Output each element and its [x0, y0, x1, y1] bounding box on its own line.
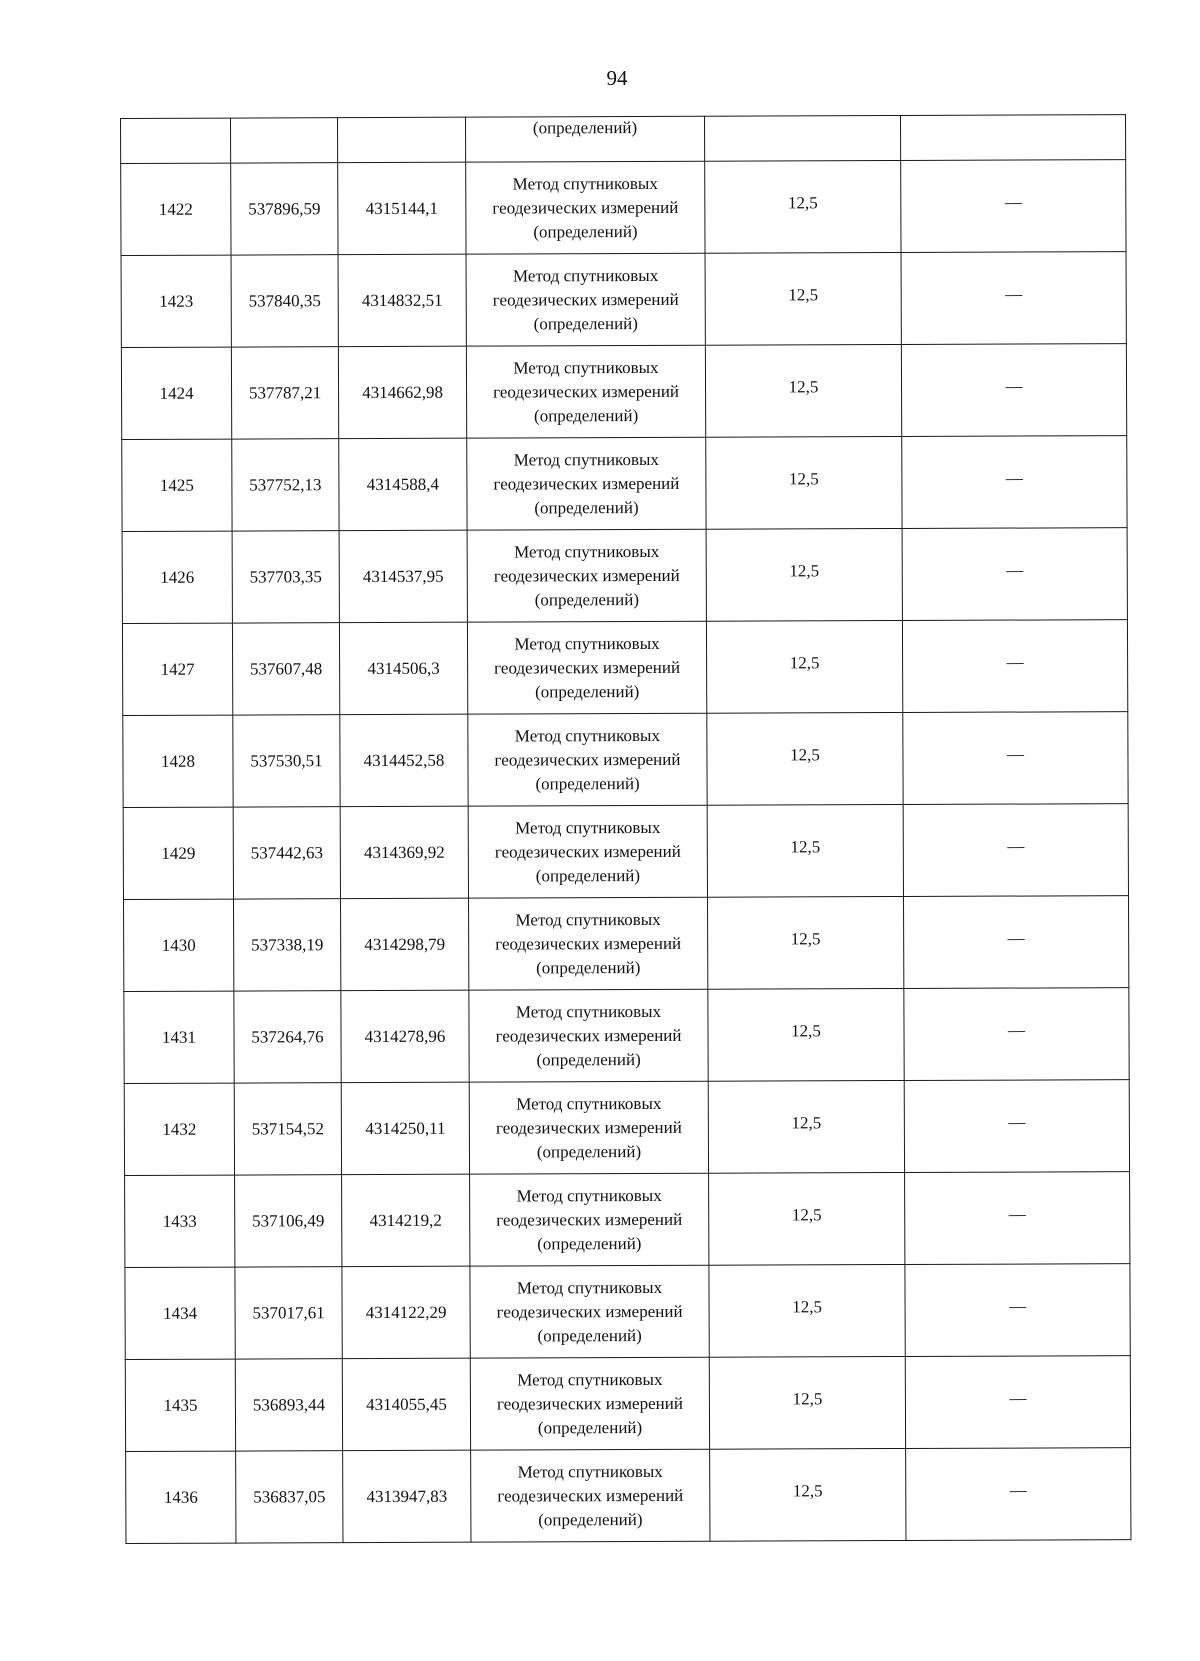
- method-line: Метод спутниковых: [514, 633, 660, 653]
- error-cell-text: 12,5: [790, 928, 821, 948]
- error-cell-text: 12,5: [789, 560, 820, 580]
- empty-cell: [231, 118, 338, 163]
- method-line: Метод спутниковых: [517, 1369, 663, 1389]
- point-number-cell: [126, 1451, 236, 1543]
- note-cell: [905, 1356, 1130, 1449]
- method-line: (определений): [537, 1233, 642, 1253]
- y-coordinate-cell-text: 4314369,92: [363, 842, 445, 862]
- point-number-cell: [125, 1175, 235, 1267]
- method-line: геодезических измерений: [496, 1209, 683, 1230]
- method-line: геодезических измерений: [492, 197, 679, 218]
- note-cell-text: —: [1008, 1204, 1026, 1224]
- error-cell: [705, 345, 901, 438]
- method-line: (определений): [533, 313, 638, 333]
- point-number-cell: [121, 347, 231, 439]
- note-cell: [901, 252, 1126, 345]
- note-cell-text: —: [1005, 284, 1023, 304]
- y-coordinate-cell: [339, 438, 467, 530]
- point-number-cell: [122, 439, 232, 531]
- y-coordinate-cell-text: 4315144,1: [365, 198, 439, 218]
- point-number-cell-text: 1425: [159, 475, 194, 495]
- page-number: 94: [606, 66, 628, 90]
- point-number-cell: [125, 1267, 235, 1359]
- error-cell: [705, 161, 901, 254]
- y-coordinate-cell-text: 4314278,96: [364, 1026, 446, 1046]
- table-row: [126, 1448, 1131, 1544]
- error-cell: [707, 804, 903, 897]
- error-cell: [709, 1356, 905, 1449]
- note-cell: [901, 344, 1126, 437]
- method-line: геодезических измерений: [493, 565, 680, 586]
- x-coordinate-cell-text: 537896,59: [248, 198, 321, 219]
- note-cell: [902, 528, 1127, 621]
- y-coordinate-cell: [342, 1266, 470, 1358]
- method-line: геодезических измерений: [495, 1025, 682, 1046]
- error-cell-text: 12,5: [792, 1480, 823, 1500]
- x-coordinate-cell-text: 537703,35: [249, 566, 322, 587]
- error-cell: [705, 253, 901, 346]
- table-row: [125, 1264, 1130, 1360]
- x-coordinate-cell: [233, 899, 340, 991]
- note-cell: [903, 712, 1128, 805]
- y-coordinate-cell: [341, 1082, 469, 1174]
- x-coordinate-cell-text: 537787,21: [248, 382, 322, 403]
- method-cell: [470, 1357, 709, 1450]
- error-cell: [706, 529, 902, 622]
- note-cell-text: —: [1009, 1296, 1027, 1316]
- error-cell-text: 12,5: [792, 1296, 822, 1316]
- method-line: геодезических измерений: [496, 1301, 683, 1322]
- method-cell: [468, 805, 707, 898]
- note-cell: [903, 804, 1128, 897]
- error-cell-text: 12,5: [790, 744, 820, 764]
- method-line: Метод спутниковых: [516, 1277, 663, 1297]
- error-cell-text: 12,5: [789, 652, 820, 672]
- method-line: Метод спутниковых: [514, 541, 660, 561]
- continuation-method-cell: (определений): [465, 116, 704, 162]
- y-coordinate-cell: [341, 990, 469, 1082]
- y-coordinate-cell-text: 4313947,83: [366, 1486, 448, 1506]
- method-line: (определений): [534, 497, 639, 517]
- point-number-cell-text: 1428: [160, 751, 196, 771]
- method-line: Метод спутниковых: [512, 173, 658, 193]
- error-cell-text: 12,5: [791, 1112, 822, 1132]
- x-coordinate-cell: [232, 439, 339, 531]
- method-cell: [468, 713, 707, 806]
- note-cell-text: —: [1006, 652, 1024, 672]
- table-row: [121, 160, 1126, 256]
- y-coordinate-cell-text: 4314122,29: [365, 1302, 447, 1322]
- point-number-cell: [124, 899, 234, 991]
- empty-cell: [338, 117, 466, 162]
- error-cell: [708, 988, 904, 1081]
- method-cell: [466, 253, 705, 346]
- point-number-cell: [124, 991, 234, 1083]
- x-coordinate-cell-text: 537752,13: [249, 474, 322, 495]
- x-coordinate-cell-text: 537154,52: [251, 1118, 325, 1139]
- method-line: (определений): [533, 221, 638, 241]
- note-cell-text: —: [1007, 836, 1025, 856]
- table-row: [121, 252, 1126, 348]
- point-number-cell-text: 1429: [161, 843, 196, 863]
- point-number-cell: [124, 1083, 234, 1175]
- y-coordinate-cell-text: 4314537,95: [362, 566, 444, 586]
- y-coordinate-cell: [338, 254, 466, 346]
- method-line: Метод спутниковых: [513, 449, 659, 469]
- point-number-cell-text: 1423: [159, 291, 194, 311]
- error-cell-text: 12,5: [792, 1388, 823, 1408]
- method-line: геодезических измерений: [493, 381, 680, 402]
- note-cell: [902, 436, 1127, 529]
- method-cell: [471, 1449, 710, 1542]
- table-row: [124, 896, 1129, 992]
- x-coordinate-cell: [232, 623, 339, 715]
- table-row: [122, 436, 1127, 532]
- method-line: геодезических измерений: [496, 1393, 683, 1414]
- point-number-cell: [122, 531, 232, 623]
- method-line: геодезических измерений: [494, 657, 681, 678]
- table-row: [122, 620, 1127, 716]
- method-line: геодезических измерений: [494, 749, 681, 770]
- point-number-cell-text: 1436: [163, 1487, 198, 1507]
- y-coordinate-cell: [340, 714, 468, 806]
- y-coordinate-cell: [338, 162, 466, 254]
- method-line: (определений): [533, 405, 639, 425]
- point-number-cell: [123, 807, 233, 899]
- note-cell-text: —: [1005, 376, 1023, 396]
- note-cell-text: —: [1004, 192, 1022, 212]
- x-coordinate-cell: [236, 1451, 343, 1543]
- method-line: Метод спутниковых: [514, 725, 660, 745]
- y-coordinate-cell: [340, 806, 468, 898]
- table-row: [124, 988, 1129, 1084]
- y-coordinate-cell-text: 4314055,45: [366, 1394, 447, 1414]
- method-line: Метод спутниковых: [513, 357, 659, 377]
- method-cell: [469, 1081, 708, 1174]
- note-cell: [904, 988, 1129, 1081]
- note-cell-text: —: [1007, 928, 1025, 948]
- method-cell: [470, 1173, 709, 1266]
- point-number-cell-text: 1424: [159, 383, 194, 403]
- error-cell: [710, 1448, 906, 1541]
- x-coordinate-cell: [234, 1083, 341, 1175]
- method-cell: [466, 345, 705, 438]
- x-coordinate-cell-text: 537840,35: [248, 290, 321, 311]
- point-number-cell-text: 1426: [160, 567, 195, 587]
- y-coordinate-cell: [340, 898, 468, 990]
- x-coordinate-cell: [233, 715, 340, 807]
- empty-cell: [121, 118, 231, 163]
- table-row: [123, 712, 1128, 808]
- method-line: геодезических измерений: [493, 473, 680, 494]
- note-cell: [905, 1264, 1130, 1357]
- x-coordinate-cell: [233, 807, 340, 899]
- y-coordinate-cell: [339, 530, 467, 622]
- x-coordinate-cell-text: 536837,05: [253, 1486, 326, 1506]
- method-line: (определений): [537, 1325, 642, 1345]
- error-cell: [706, 620, 902, 713]
- note-cell-text: —: [1009, 1480, 1027, 1500]
- note-cell: [906, 1448, 1131, 1541]
- method-cell: [467, 621, 706, 714]
- continuation-row: [121, 115, 1126, 164]
- coordinates-table-wrapper: [120, 114, 1130, 1544]
- error-cell: [708, 1080, 904, 1173]
- point-number-cell-text: 1433: [162, 1211, 197, 1231]
- method-cell: [466, 161, 705, 254]
- error-cell-text: 12,5: [787, 192, 818, 212]
- note-cell-text: —: [1007, 1020, 1026, 1040]
- note-cell: [905, 1172, 1130, 1265]
- point-number-cell-text: 1431: [161, 1027, 197, 1047]
- error-cell: [707, 896, 903, 989]
- error-cell-text: 12,5: [791, 1204, 822, 1224]
- point-number-cell: [125, 1359, 235, 1451]
- method-line: (определений): [536, 1049, 641, 1069]
- note-cell-text: —: [1005, 468, 1023, 488]
- y-coordinate-cell: [342, 1358, 470, 1450]
- point-number-cell-text: 1430: [161, 935, 196, 955]
- point-number-cell-text: 1422: [158, 199, 193, 219]
- table-row: [125, 1356, 1130, 1452]
- error-cell-text: 12,5: [791, 1020, 821, 1040]
- method-line: (определений): [535, 865, 641, 885]
- point-number-cell-text: 1434: [163, 1303, 198, 1323]
- note-cell: [901, 160, 1126, 253]
- method-line: геодезических измерений: [492, 289, 679, 310]
- method-line: (определений): [534, 589, 640, 609]
- method-line: геодезических измерений: [494, 841, 681, 862]
- x-coordinate-cell-text: 536893,44: [252, 1394, 326, 1414]
- x-coordinate-cell: [234, 991, 341, 1083]
- point-number-cell-text: 1427: [160, 659, 195, 679]
- method-line: Метод спутниковых: [517, 1461, 663, 1481]
- error-cell-text: 12,5: [788, 376, 819, 396]
- point-number-cell: [121, 255, 231, 347]
- y-coordinate-cell-text: 4314250,11: [365, 1118, 446, 1138]
- method-cell: [467, 529, 706, 622]
- method-line: Метод спутниковых: [516, 1185, 662, 1205]
- x-coordinate-cell-text: 537264,76: [251, 1026, 324, 1047]
- note-cell-text: —: [1008, 1112, 1026, 1132]
- error-cell: [707, 712, 903, 805]
- method-line: геодезических измерений: [495, 933, 682, 954]
- y-coordinate-cell: [342, 1174, 470, 1266]
- y-coordinate-cell: [343, 1450, 471, 1542]
- method-cell: [467, 437, 706, 530]
- point-number-cell: [122, 623, 232, 715]
- x-coordinate-cell: [235, 1175, 342, 1267]
- x-coordinate-cell-text: 537607,48: [249, 658, 323, 679]
- method-line: Метод спутниковых: [515, 817, 661, 837]
- note-cell: [903, 896, 1128, 989]
- empty-cell: [900, 115, 1125, 161]
- table-row: [121, 344, 1126, 440]
- method-line: Метод спутниковых: [515, 1001, 662, 1021]
- method-line: Метод спутниковых: [515, 909, 661, 929]
- x-coordinate-cell-text: 537338,19: [251, 934, 324, 955]
- method-line: геодезических измерений: [497, 1485, 684, 1506]
- method-cell: [468, 897, 707, 990]
- y-coordinate-cell: [338, 346, 466, 438]
- x-coordinate-cell-text: 537530,51: [250, 750, 323, 771]
- error-cell: [709, 1264, 905, 1357]
- error-cell-text: 12,5: [790, 836, 821, 856]
- method-line: (определений): [538, 1509, 643, 1529]
- x-coordinate-cell: [235, 1267, 342, 1359]
- y-coordinate-cell: [339, 622, 467, 714]
- point-number-cell: [123, 715, 233, 807]
- x-coordinate-cell-text: 537442,63: [250, 842, 323, 863]
- method-line: Метод спутниковых: [512, 265, 659, 285]
- method-cell: [469, 989, 708, 1082]
- note-cell-text: —: [1006, 560, 1024, 580]
- note-cell: [902, 620, 1127, 713]
- note-cell: [904, 1080, 1129, 1173]
- method-line: (определений): [536, 957, 641, 977]
- table-row: [125, 1172, 1130, 1268]
- y-coordinate-cell-text: 4314219,2: [369, 1210, 442, 1230]
- note-cell-text: —: [1009, 1388, 1027, 1408]
- x-coordinate-cell: [231, 255, 338, 347]
- table-row: [123, 804, 1128, 900]
- point-number-cell-text: 1435: [163, 1395, 198, 1415]
- method-line: (определений): [536, 1141, 642, 1161]
- x-coordinate-cell-text: 537017,61: [252, 1302, 325, 1323]
- empty-cell: [704, 116, 900, 162]
- method-line: (определений): [537, 1417, 643, 1437]
- point-number-cell-text: 1432: [162, 1119, 197, 1139]
- error-cell: [709, 1172, 905, 1265]
- method-line: (определений): [535, 681, 640, 701]
- method-line: геодезических измерений: [495, 1117, 682, 1138]
- y-coordinate-cell-text: 4314588,4: [366, 474, 440, 494]
- x-coordinate-cell: [235, 1359, 342, 1451]
- method-line: (определений): [535, 773, 640, 793]
- x-coordinate-cell: [231, 347, 338, 439]
- method-line: Метод спутниковых: [516, 1093, 662, 1113]
- error-cell: [706, 437, 902, 530]
- point-number-cell: [121, 163, 231, 255]
- error-cell-text: 12,5: [788, 468, 819, 488]
- y-coordinate-cell-text: 4314506,3: [367, 658, 440, 678]
- y-coordinate-cell-text: 4314298,79: [364, 934, 446, 954]
- coordinates-table: [120, 114, 1131, 1544]
- x-coordinate-cell: [231, 163, 338, 255]
- table-row: [124, 1080, 1129, 1176]
- x-coordinate-cell-text: 537106,49: [252, 1210, 325, 1231]
- table-row: [122, 528, 1127, 624]
- method-cell: [470, 1265, 709, 1358]
- note-cell-text: —: [1006, 744, 1024, 764]
- x-coordinate-cell: [232, 531, 339, 623]
- y-coordinate-cell-text: 4314452,58: [363, 750, 445, 770]
- y-coordinate-cell-text: 4314662,98: [362, 382, 443, 402]
- y-coordinate-cell-text: 4314832,51: [361, 290, 443, 310]
- error-cell-text: 12,5: [788, 284, 819, 304]
